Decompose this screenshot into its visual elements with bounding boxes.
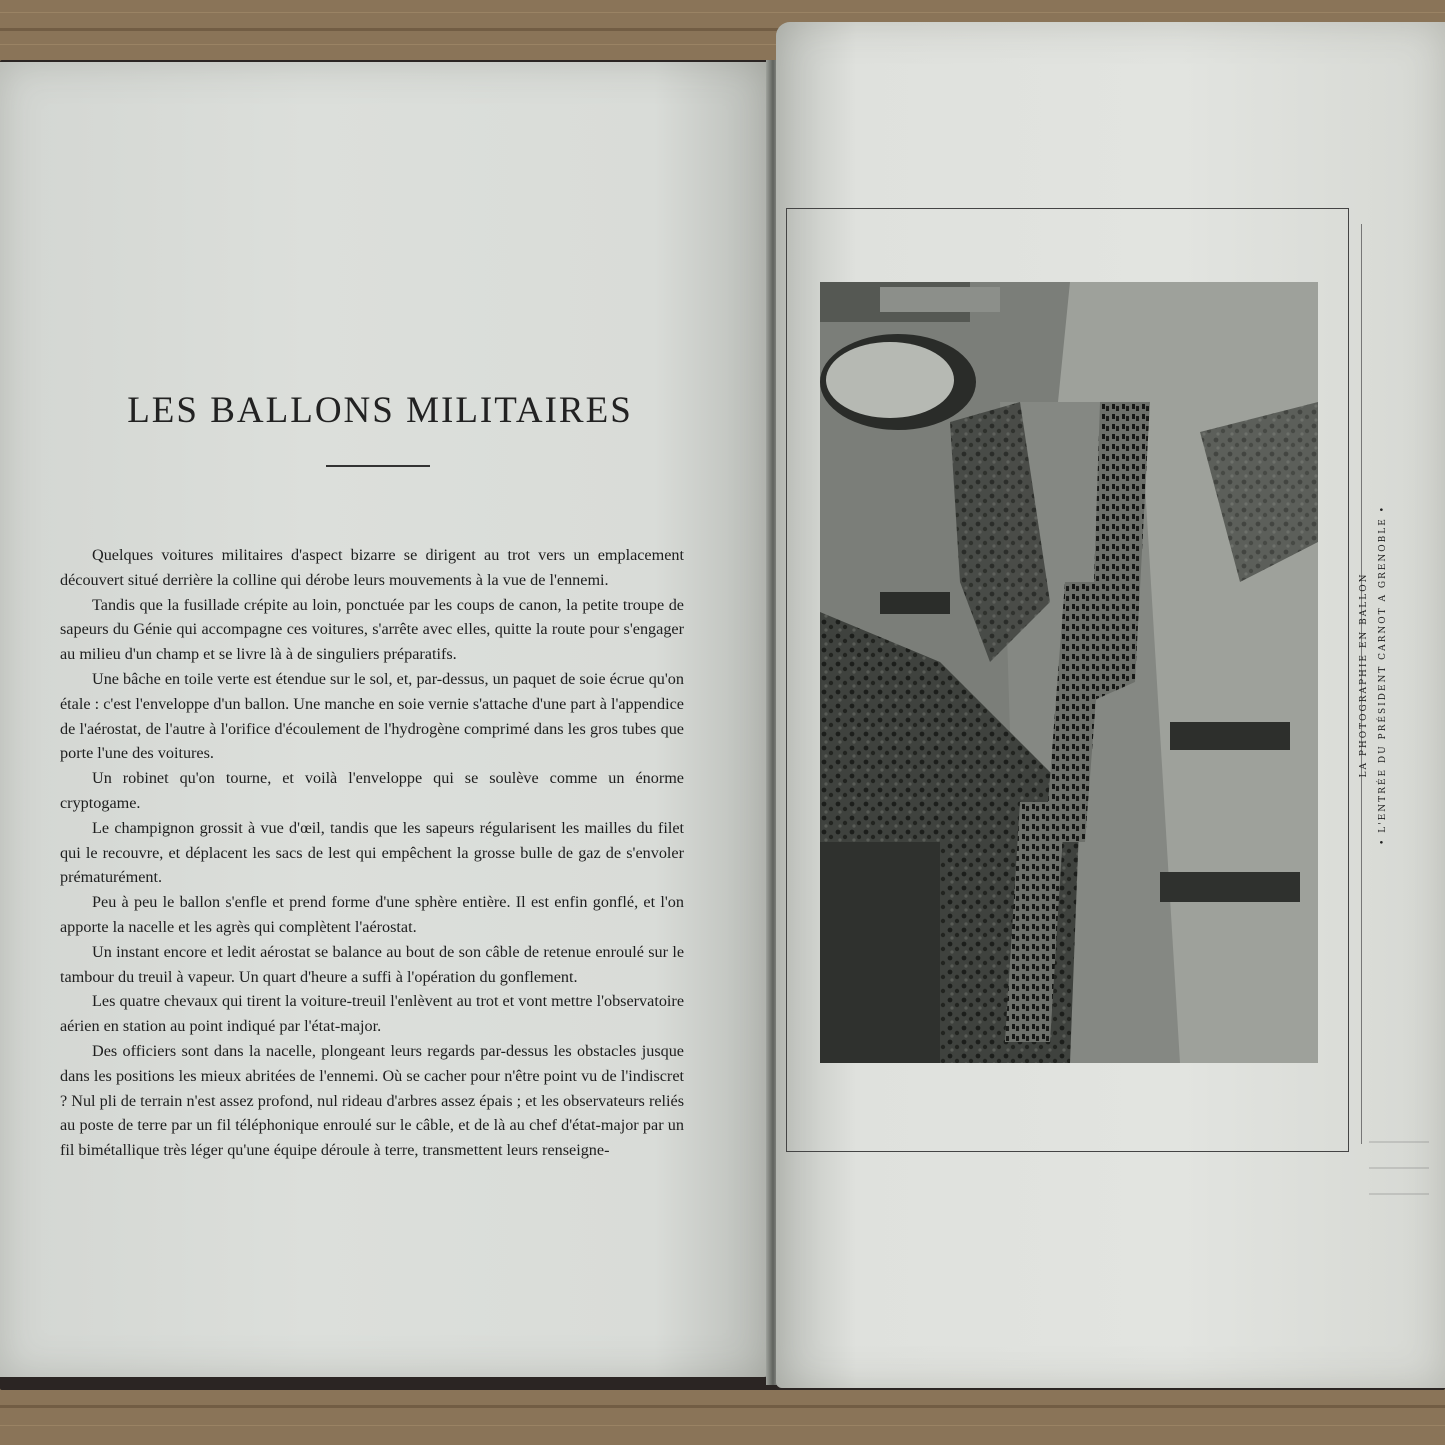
paragraph: Quelques voitures militaires d'aspect bizarre se dirigent au trot vers un emplacement découvert situé derrière la colline qui dérobe leurs mouvements à la vue de l'ennemi. — [60, 546, 684, 589]
aerial-photograph — [820, 282, 1318, 1063]
paragraph: Tandis que la fusillade crépite au loin, ponctuée par les coups de canon, la petite troupe de sapeurs du Génie qui accompagne ces voitures, s'arrête avec elles, quitte la route pour s'engager au milieu d'un champ et se livre là à de singuliers préparatifs. — [60, 595, 684, 664]
wood-grain — [0, 12, 1445, 13]
left-page — [0, 62, 770, 1377]
title-rule — [326, 465, 430, 467]
paragraph: Un robinet qu'on tourne, et voilà l'enveloppe qui se soulève comme un énorme cryptogame. — [60, 769, 684, 812]
body-text — [60, 543, 684, 1163]
paragraph: Une bâche en toile verte est étendue sur le sol, et, par-dessus, un paquet de soie écrue qu'on étale : c'est l'enveloppe d'un ballon. Une manche en soie vernie s'attache d'une part à l'appendice de l'aérostat, de l'autre à l'orifice d'écoulement de l'hydrogène comprimé dans les gros tubes que porte l'une des voitures. — [60, 669, 684, 763]
wood-plank-seam — [0, 1405, 1445, 1408]
show-through-text — [1369, 1125, 1429, 1195]
paragraph: Peu à peu le ballon s'enfle et prend forme d'une sphère entière. Il est enfin gonflé, et l'on apporte la nacelle et les agrès qui complètent l'aérostat. — [60, 893, 684, 936]
chapter-title: LES BALLONS MILITAIRES — [127, 390, 633, 431]
caption-line-1: LA PHOTOGRAPHIE EN BALLON — [1359, 572, 1369, 778]
wood-grain — [0, 1425, 1445, 1426]
caption-line-2: • L'ENTRÉE DU PRÉSIDENT CARNOT A GRENOBLE • — [1378, 505, 1388, 845]
plate-caption — [1355, 455, 1393, 895]
paragraph: Un instant encore et ledit aérostat se balance au bout de son câble de retenue enroulé sur le tambour du treuil à vapeur. Un quart d'heure a suffi à l'opération du gonflement. — [60, 942, 684, 986]
paragraph: Des officiers sont dans la nacelle, plongeant leurs regards par-dessus les obstacles jusque dans les positions les mieux abritées de l'ennemi. Où se cacher pour n'être point vu de l'indiscret ? Nul pli de terrain n'est assez profond, nul rideau d'arbres assez épais ; et les observateurs reliés au poste de terre par un fil téléphonique enroulé sur le câble, et de là au chef d'état-major par un fil bimétallique très léger qu'une équipe déroule à terre, transmettent leurs renseigne- — [60, 1041, 684, 1160]
paragraph: Le champignon grossit à vue d'œil, tandis que les sapeurs régularisent les mailles du filet qui le recouvre, et déplacent les sacs de lest qui empêchent la grosse bulle de gaz de s'envoler prématurément. — [60, 818, 684, 887]
paragraph: Les quatre chevaux qui tirent la voiture-treuil l'enlèvent au trot et vont mettre l'observatoire aérien en station au point indiqué par l'état-major. — [60, 992, 684, 1036]
aerial-photograph-drawing — [820, 282, 1318, 1063]
